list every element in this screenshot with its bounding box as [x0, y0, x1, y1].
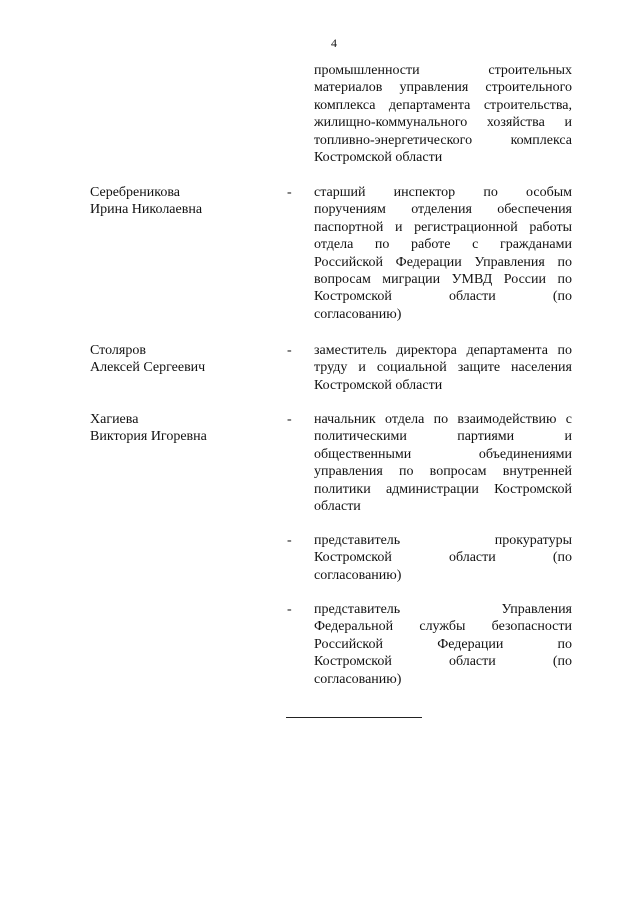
- position-description: представитель Управления Федеральной службы безопасности Российской Федерации по Костромской области (по согласованию): [314, 602, 572, 687]
- position-description: промышленности строительных материалов управления строительного комплекса департамента строительства, жилищно-коммунального хозяйства и топливно-энергетического комплекса Костромской области: [314, 63, 572, 166]
- dash-separator: -: [287, 343, 292, 358]
- dash-separator: -: [287, 533, 292, 548]
- member-name: Столяров Алексей Сергеевич: [90, 343, 206, 376]
- position-description: старший инспектор по особым поручениям отделения обеспечения паспортной и регистрационной работы отдела по работе с гражданами Российской Федерации Управления по вопросам миграции УМВД России по Костромской области (по согласованию): [314, 185, 572, 322]
- page-number: 4: [331, 36, 337, 50]
- dash-separator: -: [287, 185, 292, 200]
- member-name: Серебреникова Ирина Николаевна: [90, 185, 203, 218]
- closing-rule: [286, 717, 422, 718]
- member-name: Хагиева Виктория Игоревна: [90, 412, 207, 445]
- dash-separator: -: [287, 602, 292, 617]
- position-description: начальник отдела по взаимодействию с политическими партиями и общественными объединениями управления по вопросам внутренней политики администрации Костромской области: [314, 412, 572, 515]
- dash-separator: -: [287, 412, 292, 427]
- position-description: представитель прокуратуры Костромской области (по согласованию): [314, 533, 572, 583]
- position-description: заместитель директора департамента по труду и социальной защите населения Костромской области: [314, 343, 572, 393]
